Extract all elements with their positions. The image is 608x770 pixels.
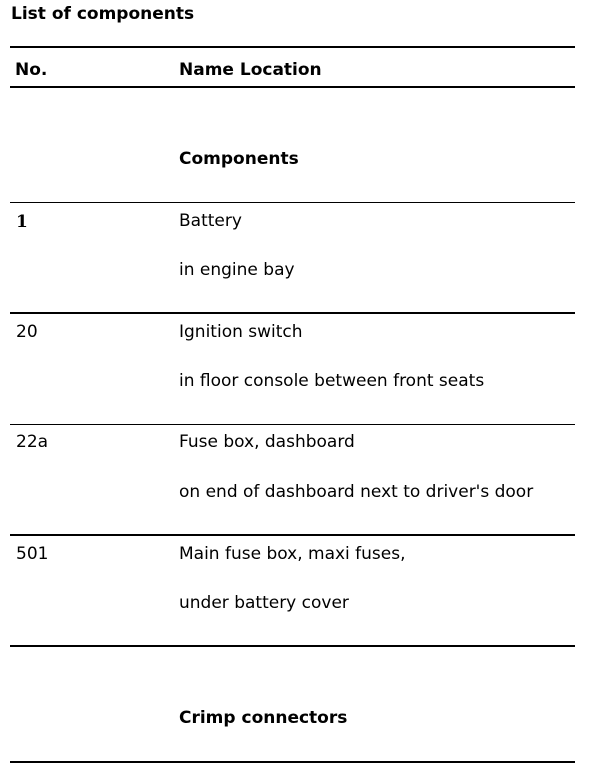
row-divider <box>10 424 575 425</box>
row-divider <box>10 312 575 314</box>
row-number: 501 <box>16 544 49 564</box>
component-location: on end of dashboard next to driver's door <box>179 482 534 502</box>
component-name: Battery <box>179 211 242 231</box>
section-heading-components: Components <box>179 149 299 169</box>
row-number: 20 <box>16 322 38 342</box>
page-title: List of components <box>11 4 195 24</box>
header-bottom-rule <box>10 86 575 88</box>
row-number: 22a <box>16 432 49 452</box>
component-name: Ignition switch <box>179 322 303 342</box>
component-location: under battery cover <box>179 593 349 613</box>
component-location: in engine bay <box>179 260 295 280</box>
row-number: 1 <box>16 212 28 232</box>
row-divider <box>10 645 575 647</box>
table-bottom-rule <box>10 761 575 763</box>
table-top-rule <box>10 46 575 48</box>
column-header-no: No. <box>15 60 48 80</box>
component-location: in floor console between front seats <box>179 371 485 391</box>
column-header-name-location: Name Location <box>179 60 322 80</box>
component-name: Fuse box, dashboard <box>179 432 355 452</box>
component-name: Main fuse box, maxi fuses, <box>179 544 406 564</box>
section-heading-crimp-connectors: Crimp connectors <box>179 708 348 728</box>
row-divider <box>10 534 575 536</box>
section-divider <box>10 202 575 203</box>
